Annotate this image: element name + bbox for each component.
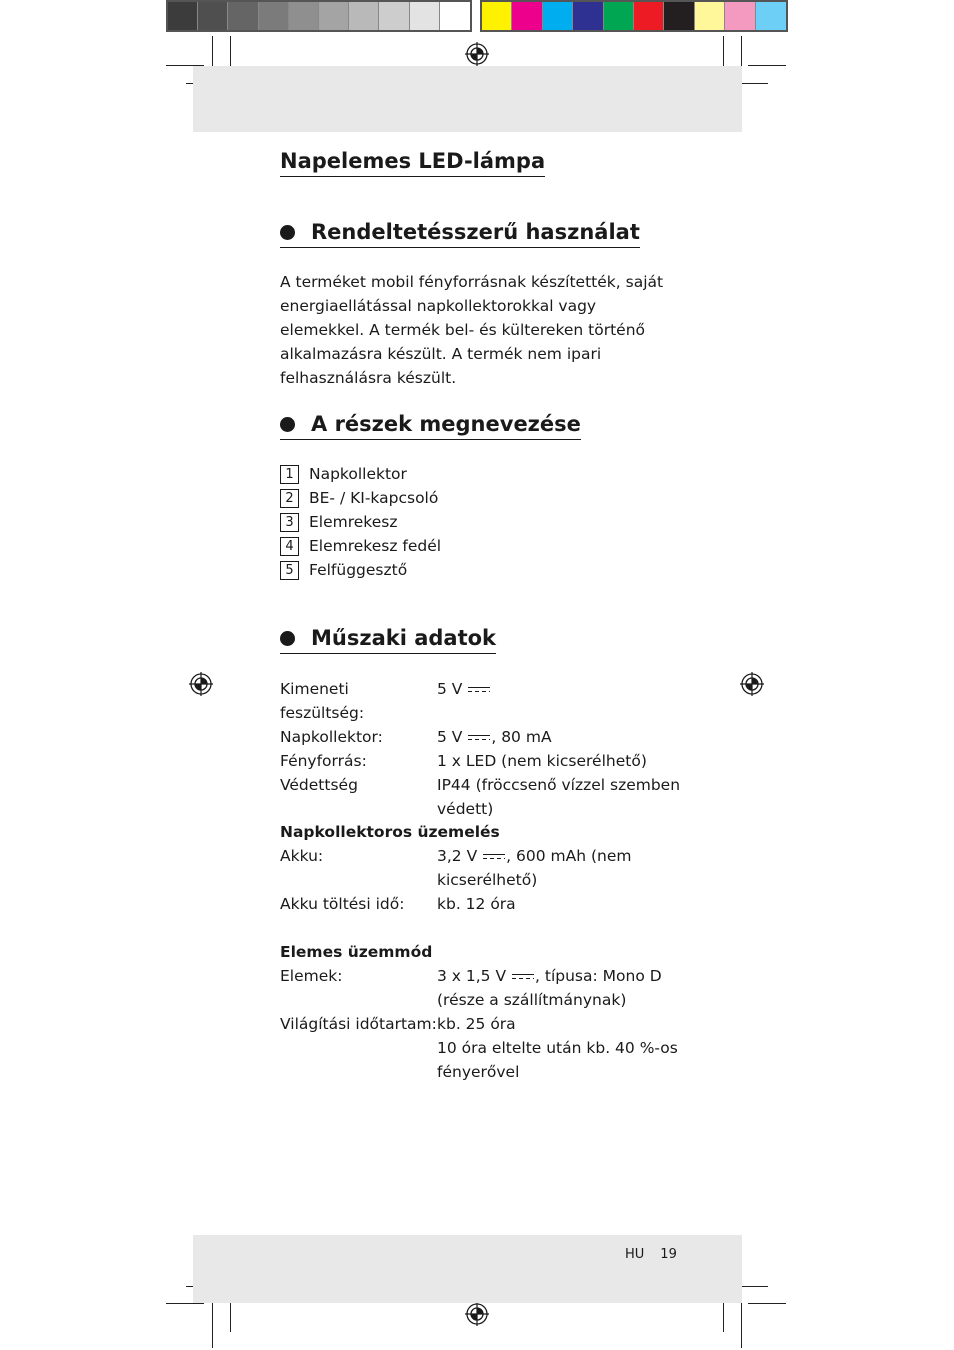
- calibration-swatch: [512, 2, 542, 30]
- spec-value-text: 5 V: [437, 680, 463, 698]
- part-label: Elemrekesz fedél: [309, 537, 442, 555]
- table-row: [280, 1012, 682, 1036]
- spec-value: 10 óra eltelte után kb. 40 %-os fényerővel: [437, 1039, 678, 1081]
- section-title: A részek megnevezése: [311, 412, 581, 436]
- spec-value: [437, 964, 682, 1012]
- spec-value-text: , 80 mA: [491, 728, 552, 746]
- calibration-swatch: [319, 2, 349, 30]
- crop-mark: [723, 1298, 724, 1332]
- crop-mark: [741, 36, 742, 70]
- crop-mark: [230, 36, 231, 70]
- subsection-title-solar: Napkollektoros üzemelés: [280, 823, 500, 841]
- page-title: Napelemes LED-lámpa: [280, 146, 545, 177]
- bullet-icon: [280, 417, 295, 432]
- section-heading-specs: [280, 624, 496, 654]
- calibration-swatch: [349, 2, 379, 30]
- dc-symbol-icon: [512, 973, 534, 981]
- calibration-swatch: [604, 2, 634, 30]
- part-label: Felfüggesztő: [309, 561, 408, 579]
- calibration-swatch: [168, 2, 198, 30]
- section-heading-intended-use: [280, 218, 640, 248]
- bullet-icon: [280, 631, 295, 646]
- table-row: [280, 725, 682, 749]
- registration-mark-icon: [465, 1302, 489, 1326]
- registration-mark-icon: [189, 672, 213, 696]
- calibration-swatch: [410, 2, 440, 30]
- specs-battery-table: [280, 964, 682, 1084]
- table-row: [280, 1036, 682, 1084]
- spec-label: Fényforrás:: [280, 752, 367, 770]
- part-number: 3: [280, 513, 299, 532]
- spec-label: Akku töltési idő:: [280, 895, 405, 913]
- spec-value-text: , típusa: Mono D (része a szállítmánynak): [437, 967, 662, 1009]
- spec-label: Világítási időtartam:: [280, 1015, 437, 1033]
- part-label: Elemrekesz: [309, 513, 398, 531]
- specs-solar-table: [280, 844, 682, 916]
- calibration-swatch: [543, 2, 573, 30]
- dc-symbol-icon: [483, 853, 505, 861]
- spec-value: kb. 25 óra: [437, 1015, 516, 1033]
- spec-value: [437, 677, 682, 725]
- crop-mark: [741, 1298, 742, 1348]
- language-code: HU: [625, 1247, 645, 1262]
- table-row: [280, 677, 682, 725]
- spec-value-text: 3 x 1,5 V: [437, 967, 507, 985]
- spec-label: Napkollektor:: [280, 728, 383, 746]
- dc-symbol-icon: [468, 734, 490, 742]
- section-heading-parts: [280, 410, 581, 440]
- table-row: [280, 964, 682, 1012]
- section-title: Műszaki adatok: [311, 626, 497, 650]
- spec-label: Elemek:: [280, 967, 343, 985]
- part-number: 5: [280, 561, 299, 580]
- calibration-swatch: [664, 2, 694, 30]
- spec-value: kb. 12 óra: [437, 895, 516, 913]
- crop-mark: [212, 1298, 213, 1348]
- part-number: 4: [280, 537, 299, 556]
- spec-value-text: 5 V: [437, 728, 463, 746]
- list-item: [280, 558, 441, 582]
- spec-label: Akku:: [280, 847, 324, 865]
- spec-label: Kimeneti feszültség:: [280, 680, 365, 722]
- spec-value: IP44 (fröccsenő vízzel szemben védett): [437, 776, 681, 818]
- calibration-swatch: [634, 2, 664, 30]
- calibration-swatch: [756, 2, 786, 30]
- part-number: 1: [280, 465, 299, 484]
- calibration-swatch: [695, 2, 725, 30]
- calibration-swatch: [440, 2, 470, 30]
- calibration-swatch: [228, 2, 258, 30]
- crop-mark: [723, 36, 724, 70]
- specs-general-table: [280, 677, 682, 821]
- spec-value-text: , 600 mAh (nem kicserélhető): [437, 847, 632, 889]
- page-number: 19: [660, 1247, 677, 1262]
- list-item: [280, 534, 441, 558]
- list-item: [280, 510, 441, 534]
- bullet-icon: [280, 225, 295, 240]
- crop-mark: [748, 1303, 786, 1304]
- spec-value: [437, 844, 682, 892]
- crop-mark: [166, 1303, 204, 1304]
- registration-mark-icon: [465, 42, 489, 66]
- part-number: 2: [280, 489, 299, 508]
- crop-mark: [212, 36, 213, 70]
- calibration-swatch: [725, 2, 755, 30]
- part-label: Napkollektor: [309, 465, 407, 483]
- calibration-swatch: [573, 2, 603, 30]
- spec-label: [280, 1036, 437, 1084]
- crop-mark: [748, 65, 786, 66]
- list-item: [280, 486, 441, 510]
- subsection-title-battery: Elemes üzemmód: [280, 943, 433, 961]
- calibration-swatch: [482, 2, 512, 30]
- color-calibration-strip: [480, 0, 788, 32]
- table-row: [280, 892, 682, 916]
- section-title: Rendeltetésszerű használat: [311, 220, 640, 244]
- spec-value: 1 x LED (nem kicserélhető): [437, 752, 647, 770]
- table-row: [280, 749, 682, 773]
- intended-use-text: A terméket mobil fényforrásnak készítették, saját energiaellátással napkollektorokkal vagy elemekkel. A termék bel- és kültereken történő alkalmazásra készült. A termék nem ipari felhasználásra készült.: [280, 273, 664, 387]
- registration-mark-icon: [740, 672, 764, 696]
- page-footer: [625, 1247, 677, 1262]
- parts-list: [280, 462, 441, 582]
- dc-symbol-icon: [468, 686, 490, 694]
- calibration-swatch: [379, 2, 409, 30]
- header-band: [193, 66, 742, 132]
- calibration-swatch: [198, 2, 228, 30]
- grey-calibration-strip: [166, 0, 472, 32]
- part-label: BE- / KI-kapcsoló: [309, 489, 439, 507]
- table-row: [280, 844, 682, 892]
- footer-band: [193, 1235, 742, 1303]
- crop-mark: [230, 1298, 231, 1332]
- calibration-swatch: [259, 2, 289, 30]
- spec-value: [437, 725, 682, 749]
- list-item: [280, 462, 441, 486]
- spec-label: Védettség: [280, 776, 358, 794]
- calibration-swatch: [289, 2, 319, 30]
- table-row: [280, 773, 682, 821]
- spec-value-text: 3,2 V: [437, 847, 478, 865]
